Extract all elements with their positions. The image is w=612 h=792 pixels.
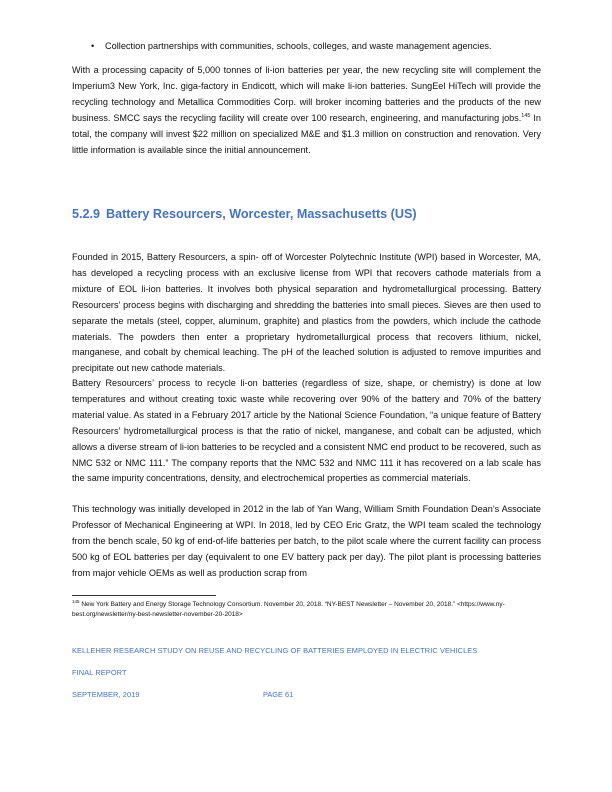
bullet-text: Collection partnerships with communities, schools, colleges, and waste management agencies. <box>105 41 492 51</box>
paragraph-recycling-site <box>72 63 541 158</box>
footer-study-title: KELLEHER RESEARCH STUDY ON REUSE AND RECYCLING OF BATTERIES EMPLOYED IN ELECTRIC VEHICLES <box>72 646 478 655</box>
footer-report-type: FINAL REPORT <box>72 668 127 677</box>
bullet-icon: • <box>91 41 95 51</box>
section-heading <box>72 207 417 221</box>
paragraph-text: With a processing capacity of 5,000 tonnes of li-ion batteries per year, the new recycling site will complement the Imperium3 New York, Inc. giga-factory in Endicott, which will make li-ion batteries. SungEel HiTech will provide the recycling technology and Metallica Commodities Corp. will broker incoming batteries and the products of the new business. SMCC says the recycling facility will create over 100 research, engineering, and manufacturing jobs. <box>72 65 541 123</box>
paragraph-founding: Founded in 2015, Battery Resourcers, a spin- off of Worcester Polytechnic Institute (WPI) based in Worcester, MA, has developed a recycling process with an exclusive license from WPI that recovers cathode materials from a mixture of EOL li-ion batteries. It involves both physical separation and hydrometallurgical processing. Battery Resourcers’ process begins with discharging and shredding the batteries into small pieces. Sieves are then used to separate the metals (steel, copper, aluminum, graphite) and plastics from the powders, which include the cathode materials. The powders then enter a proprietary hydrometallurgical process that recovers lithium, nickel, manganese, and cobalt by chemical leaching. The pH of the leached solution is adjusted to remove impurities and precipitate out new cathode materials. <box>72 252 541 374</box>
footnote-text: New York Battery and Energy Storage Technology Consortium. November 20, 2018. “NY-BEST Newsletter – November 20, 2018.” <https://www.ny-best.org/newsletter/ny-best-newsletter-november-20-2018> <box>72 601 505 618</box>
footer-page-number: PAGE 61 <box>263 690 294 699</box>
bullet-item <box>91 40 492 52</box>
footer-date: SEPTEMBER, 2019 <box>72 690 140 699</box>
footnote-reference[interactable]: 145 <box>521 112 531 119</box>
paragraph-technology: This technology was initially developed in 2012 in the lab of Yan Wang, William Smith Foundation Dean’s Associate Professor of Mechanical Engineering at WPI. In 2018, led by CEO Eric Gratz, the WPI team scaled the technology from the bench scale, 50 kg of end-of-life batteries per batch, to the pilot scale where the current facility can process 500 kg of EOL batteries per day (equivalent to one EV battery pack per day). The pilot plant is processing batteries from major vehicle OEMs as well as production scrap from <box>72 504 541 578</box>
paragraph-text-continued: In total, the company will invest $22 million on specialized M&E and $1.3 million on construction and renovation. Very little information is available since the initial announcement. <box>72 112 541 155</box>
footnote-number: 145 <box>72 598 80 604</box>
footnote <box>72 600 542 620</box>
section-title: Battery Resourcers, Worcester, Massachusetts (US) <box>106 207 417 221</box>
paragraph-process: Battery Resourcers’ process to recycle li-on batteries (regardless of size, shape, or chemistry) is done at low temperatures and without creating toxic waste while recovering over 90% of the battery and 70% of the battery material value. As stated in a February 2017 article by the National Science Foundation, “a unique feature of Battery Resourcers’ hydrometallurgical process is that the ratio of nickel, manganese, and cobalt can be adjusted, which allows a diverse stream of li-ion batteries to be recycled and a consistent NMC end product to be recovered, such as NMC 532 or NMC 111.” The company reports that the NMC 532 and NMC 111 it has recovered on a lab scale has the same impurity concentrations, density, and electrochemical properties as commercial materials. <box>72 378 541 484</box>
footnote-divider <box>72 595 216 596</box>
section-number: 5.2.9 <box>72 207 101 221</box>
